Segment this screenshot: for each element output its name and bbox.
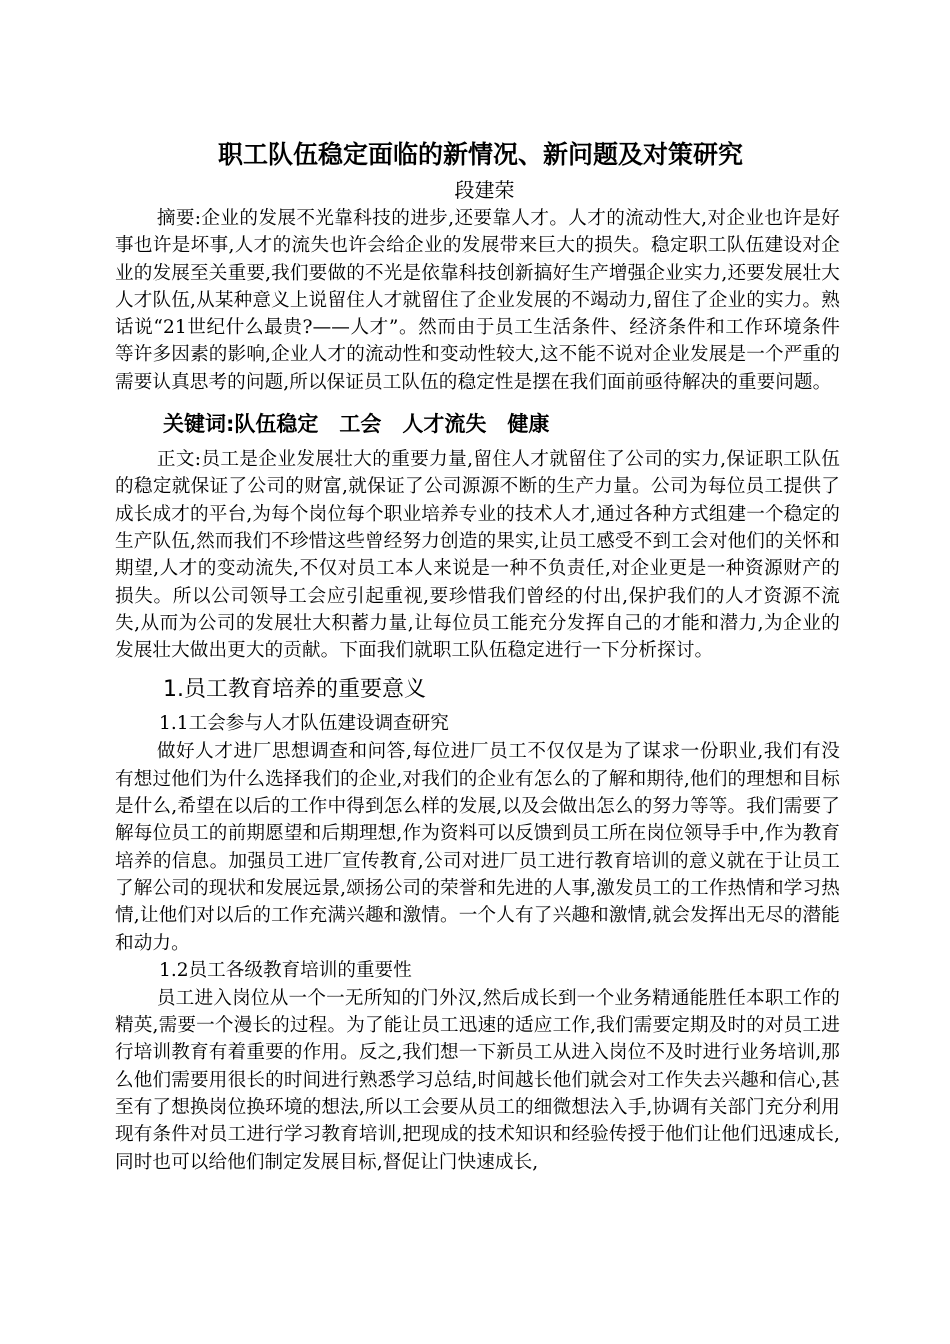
subsection-1-2-heading: 1.2员工各级教育培训的重要性 <box>159 959 412 981</box>
author-name: 段建荣 <box>454 178 515 202</box>
abstract-paragraph: 摘要:企业的发展不光靠科技的进步,还要靠人才。人才的流动性大,对企业也许是好事也许是坏事,人才的流失也许会给企业的发展带来巨大的损失。稳定职工队伍建设对企业的发展至关重要,我们要做的不光是依靠科技创新搞好生产增强企业实力,还要发展壮大人才队伍,从某种意义上说留住人才就留住了企业发展的不竭动力,留住了企业的实力。熟话说“21世纪什么最贵?——人才”。然而由于员工生活条件、经济条件和工作环境条件等许多因素的影响,企业人才的流动性和变动性较大,这不能不说对企业发展是一个严重的需要认真思考的问题,所以保证员工队伍的稳定性是摆在我们面前亟待解决的重要问题。 <box>115 208 840 393</box>
section-1-heading: 1.员工教育培养的重要意义 <box>163 677 426 703</box>
keywords-line: 关键词:队伍稳定 工会 人才流失 健康 <box>163 412 550 437</box>
subsection-1-2-paragraph: 员工进入岗位从一个一无所知的门外汉,然后成长到一个业务精通能胜任本职工作的精英,需要一个漫长的过程。为了能让员工迅速的适应工作,我们需要定期及时的对员工进行培训教育有着重要的作用。反之,我们想一下新员工从进入岗位不及时进行业务培训,那么他们需要用很长的时间进行熟悉学习总结,时间越长他们就会对工作失去兴趣和信心,甚至有了想换岗位换环境的想法,所以工会要从员工的细微想法入手,协调有关部门充分利用现有条件对员工进行学习教育培训,把现成的技术知识和经验传授于他们让他们迅速成长,同时也可以给他们制定发展目标,督促让门快速成长, <box>115 987 840 1173</box>
document-page <box>115 128 840 1176</box>
subsection-1-1-paragraph: 做好人才进厂思想调查和问答,每位进厂员工不仅仅是为了谋求一份职业,我们有没有想过他们为什么选择我们的企业,对我们的企业有怎么的了解和期待,他们的理想和目标是什么,希望在以后的工作中得到怎么样的发展,以及会做出怎么的努力等等。我们需要了解每位员工的前期愿望和后期理想,作为资料可以反馈到员工所在岗位领导手中,作为教育培养的信息。加强员工进厂宣传教育,公司对进厂员工进行教育培训的意义就在于让员工了解公司的现状和发展远景,颂扬公司的荣誉和先进的人事,激发员工的工作热情和学习热情,让他们对以后的工作充满兴趣和激情。一个人有了兴趣和激情,就会发挥出无尽的潜能和动力。 <box>115 741 840 954</box>
document-title: 职工队伍稳定面临的新情况、新问题及对策研究 <box>217 140 743 169</box>
body-intro-paragraph: 正文:员工是企业发展壮大的重要力量,留住人才就留住了公司的实力,保证职工队伍的稳定就保证了公司的财富,就保证了公司源源不断的生产力量。公司为每位员工提供了成长成才的平台,为每个岗位每个职业培养专业的技术人才,通过各种方式组建一个稳定的生产队伍,然而我们不珍惜这些曾经努力创造的果实,让员工感受不到工会对他们的关怀和期望,人才的变动流失,不仅对员工本人来说是一种不负责任,对企业更是一种资源财产的损失。所以公司领导工会应引起重视,要珍惜我们曾经的付出,保护我们的人才资源不流失,从而为公司的发展壮大积蓄力量,让每位员工能充分发挥自己的才能和潜力,为企业的发展壮大做出更大的贡献。下面我们就职工队伍稳定进行一下分析探讨。 <box>115 449 840 662</box>
subsection-1-1-heading: 1.1工会参与人才队伍建设调查研究 <box>159 713 449 735</box>
